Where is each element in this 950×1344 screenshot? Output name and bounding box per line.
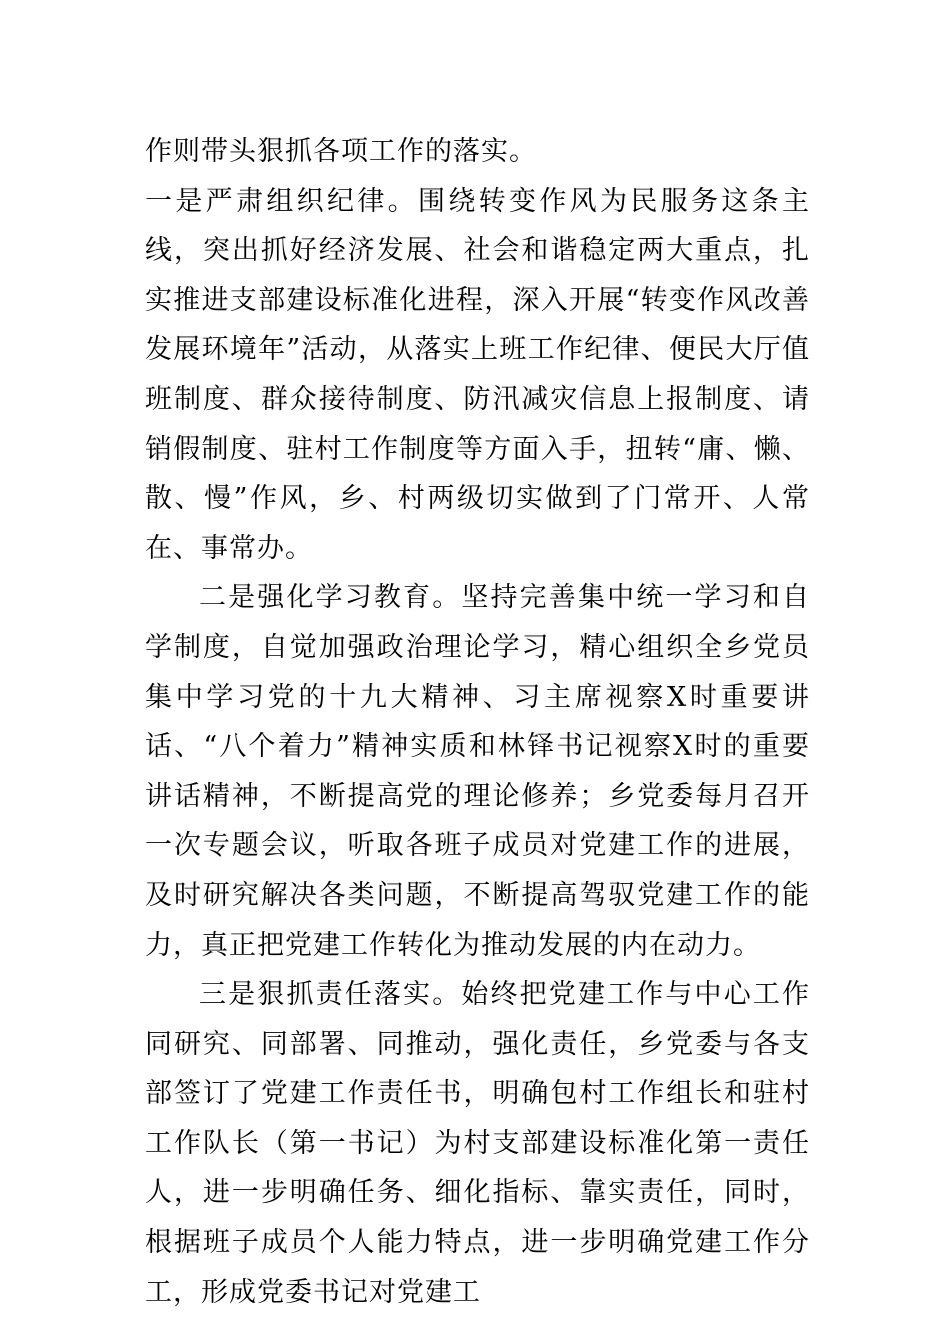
paragraph-responsibility: 三是狠抓责任落实。始终把党建工作与中心工作同研究、同部署、同推动，强化责任，乡党委与各支部签订了党建工作责任书，明确包村工作组长和驻村工作队长（第一书记）为村支部建设标准化第一责任人，进一步明确任务、细化指标、靠实责任，同时，根据班子成员个人能力特点，进一步明确党建工作分工，形成党委书记对党建工 bbox=[145, 979, 810, 1308]
paragraph-continuation: 作则带头狠抓各项工作的落实。 bbox=[145, 136, 537, 167]
paragraph-organization-discipline: 一是严肃组织纪律。围绕转变作风为民服务这条主线，突出抓好经济发展、社会和谐稳定两大重点，扎实推进支部建设标准化进程，深入开展“转变作风改善发展环境年”活动，从落实上班工作纪律、便民大厅值班制度、群众接待制度、防汛减灾信息上报制度、请销假制度、驻村工作制度等方面入手，扭转“庸、懒、散、慢”作风，乡、村两级切实做到了门常开、人常在、事常办。 bbox=[145, 185, 810, 564]
document-body bbox=[145, 127, 810, 1317]
paragraph-study-education: 二是强化学习教育。坚持完善集中统一学习和自学制度，自觉加强政治理论学习，精心组织全乡党员集中学习党的十九大精神、习主席视察X时重要讲话、“八个着力”精神实质和林铎书记视察X时的重要讲话精神，不断提高党的理论修养；乡党委每月召开一次专题会议，听取各班子成员对党建工作的进展，及时研究解决各类问题，不断提高驾驭党建工作的能力，真正把党建工作转化为推动发展的内在动力。 bbox=[145, 582, 810, 961]
